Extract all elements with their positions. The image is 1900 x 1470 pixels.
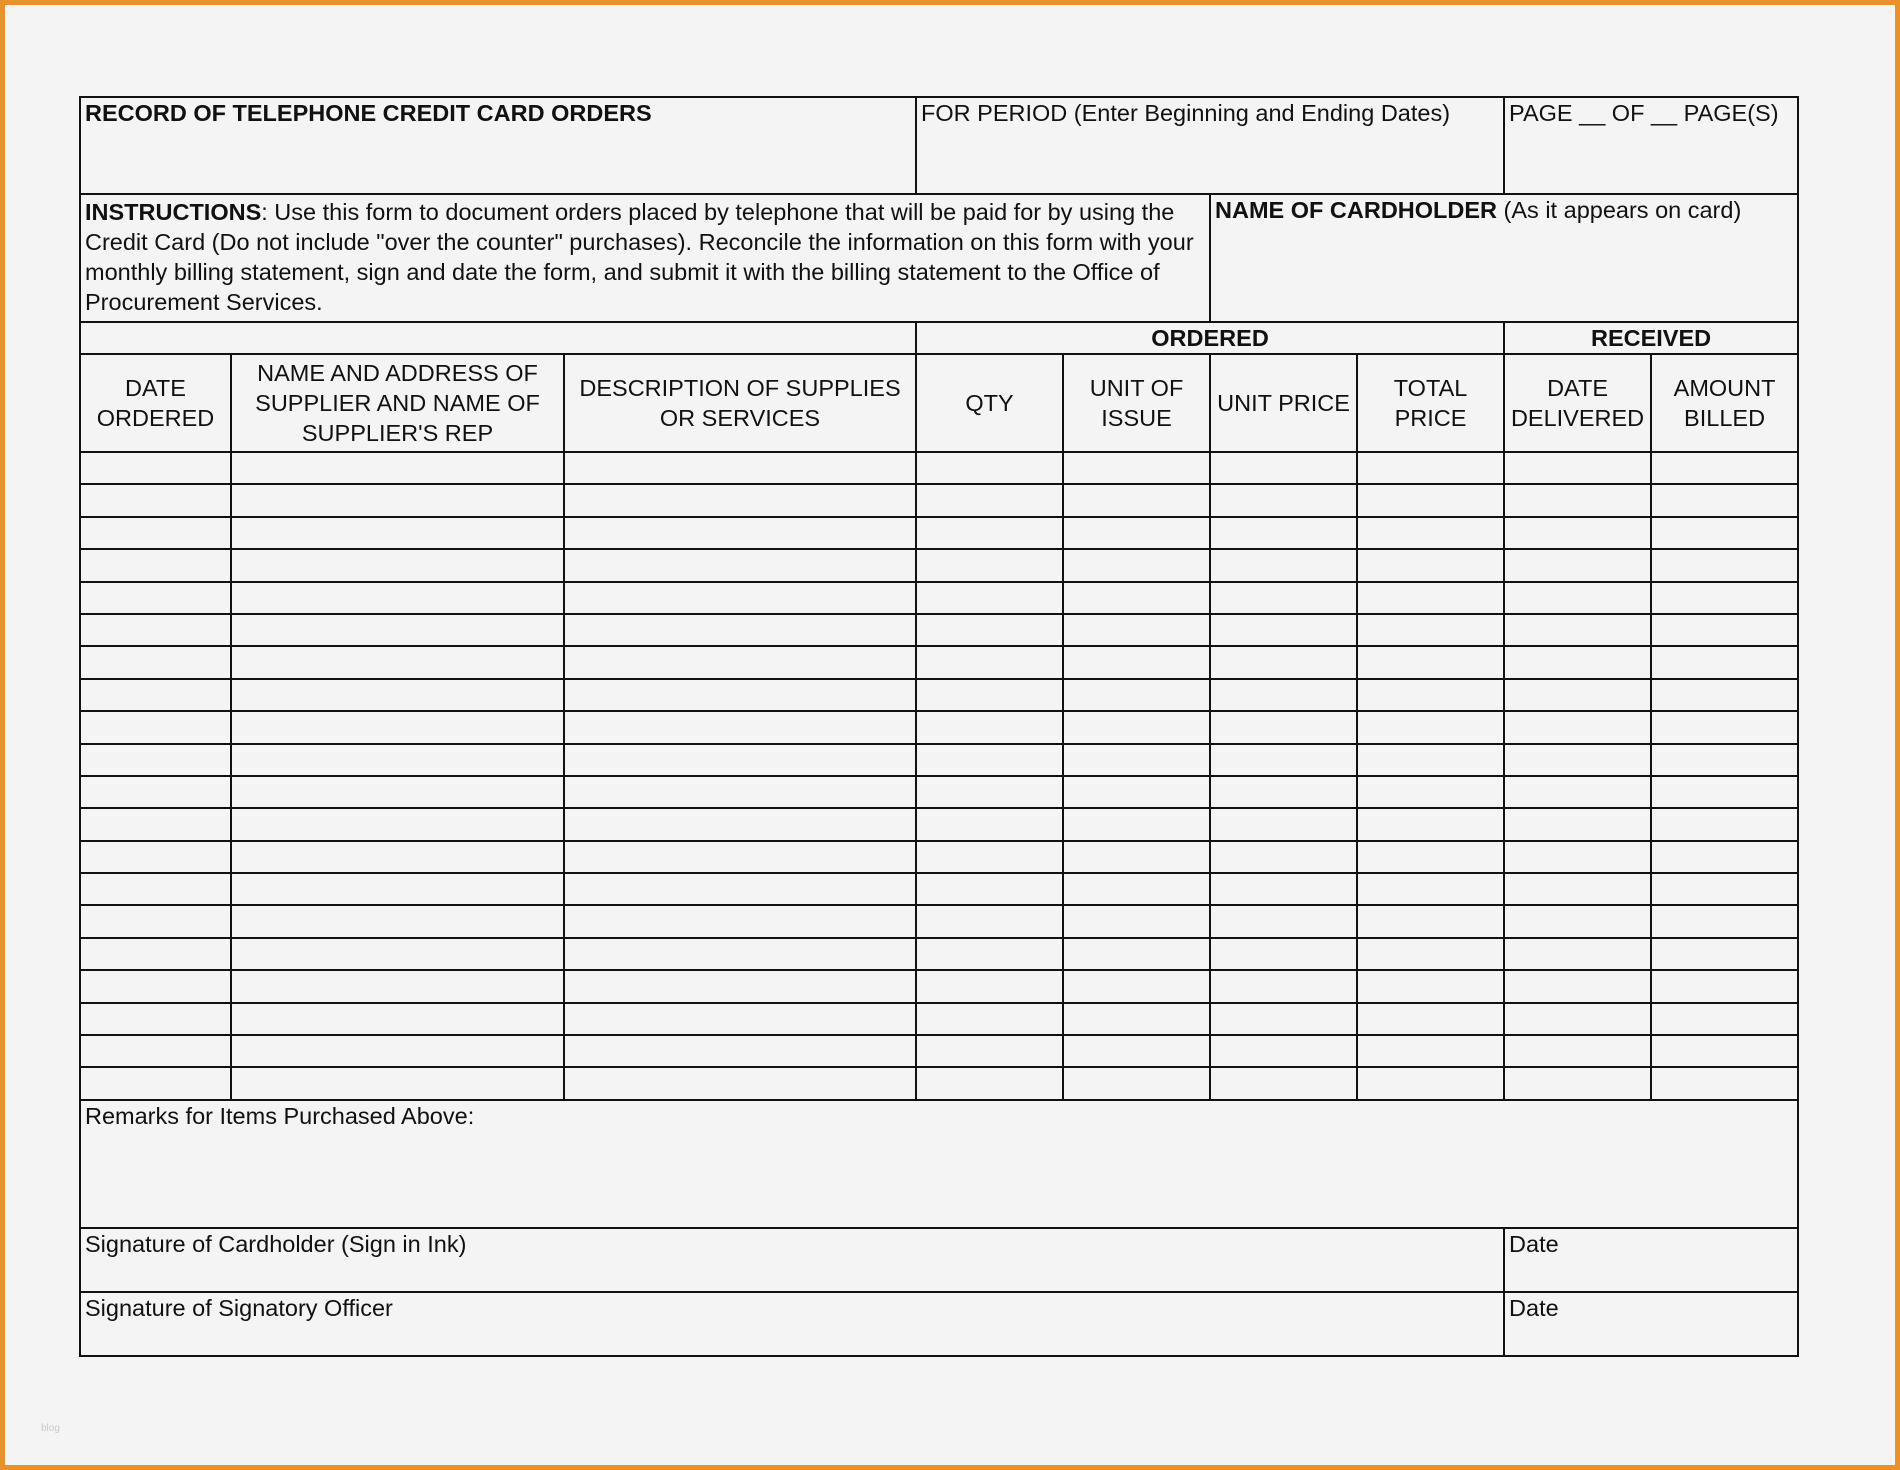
entry-cell[interactable] (1504, 1003, 1651, 1035)
table-row (80, 646, 1798, 678)
entry-cell[interactable] (916, 1035, 1063, 1067)
entry-cell[interactable] (1210, 744, 1357, 776)
entry-cell[interactable] (1063, 1067, 1210, 1099)
entry-cell[interactable] (916, 517, 1063, 549)
entry-cell[interactable] (80, 808, 231, 840)
cardholder-date-label: Date (1509, 1230, 1559, 1257)
entry-cell[interactable] (1063, 905, 1210, 937)
entry-cell[interactable] (1504, 744, 1651, 776)
cardholder-date-field[interactable] (1504, 1228, 1798, 1292)
entry-cell[interactable] (564, 938, 916, 970)
col-header-description: DESCRIPTION OF SUPPLIES OR SERVICES (564, 354, 916, 452)
entry-cell[interactable] (1357, 808, 1504, 840)
entry-cell[interactable] (916, 808, 1063, 840)
entry-cell[interactable] (1504, 776, 1651, 808)
entry-cell[interactable] (1651, 679, 1798, 711)
entry-cell[interactable] (1504, 1035, 1651, 1067)
entry-cell[interactable] (231, 841, 564, 873)
table-row (80, 841, 1798, 873)
entry-cell[interactable] (231, 970, 564, 1002)
entry-cell[interactable] (1357, 711, 1504, 743)
entry-cell[interactable] (231, 776, 564, 808)
entry-cell[interactable] (1651, 549, 1798, 581)
cardholder-signature-label: Signature of Cardholder (Sign in Ink) (85, 1230, 467, 1257)
entry-cell[interactable] (564, 646, 916, 678)
entry-cell[interactable] (1357, 582, 1504, 614)
period-field[interactable] (916, 97, 1504, 194)
entry-cell[interactable] (1651, 776, 1798, 808)
entry-cell[interactable] (916, 679, 1063, 711)
entry-cell[interactable] (231, 873, 564, 905)
entry-cell[interactable] (1063, 841, 1210, 873)
entry-cell[interactable] (231, 1003, 564, 1035)
entry-cell[interactable] (1357, 484, 1504, 516)
entry-cell[interactable] (564, 614, 916, 646)
entry-cell[interactable] (80, 744, 231, 776)
table-row (80, 905, 1798, 937)
entry-cell[interactable] (916, 776, 1063, 808)
entry-cell[interactable] (1651, 970, 1798, 1002)
entry-cell[interactable] (1063, 970, 1210, 1002)
entry-cell[interactable] (80, 646, 231, 678)
entry-cell[interactable] (564, 1003, 916, 1035)
entry-cell[interactable] (916, 841, 1063, 873)
entry-cell[interactable] (1210, 646, 1357, 678)
entry-cell[interactable] (80, 841, 231, 873)
entry-cell[interactable] (1063, 873, 1210, 905)
table-row (80, 679, 1798, 711)
entry-cell[interactable] (80, 679, 231, 711)
order-record-form (79, 96, 1799, 1357)
cardholder-signature-field[interactable] (80, 1228, 1504, 1292)
entry-cell[interactable] (916, 452, 1063, 484)
entry-cell[interactable] (1210, 776, 1357, 808)
entry-cell[interactable] (1063, 679, 1210, 711)
entry-cell[interactable] (916, 1003, 1063, 1035)
page-label: PAGE __ OF __ PAGE(S) (1509, 100, 1779, 126)
col-header-unit-price: UNIT PRICE (1210, 354, 1357, 452)
instructions-text: : Use this form to document orders placed by telephone that will be paid for by using the Credit Card (Do not include "over the counter" purchases). Reconcile the information on this form with your monthly billing statement, sign and date the form, and submit it with the billing statement to the Office of Procurement Services. (85, 199, 1194, 315)
entry-cell[interactable] (231, 614, 564, 646)
entry-cell[interactable] (1210, 711, 1357, 743)
entry-cell[interactable] (1210, 938, 1357, 970)
entry-cell[interactable] (564, 711, 916, 743)
entry-cell[interactable] (231, 582, 564, 614)
entry-cell[interactable] (231, 646, 564, 678)
group-header-ordered: ORDERED (916, 322, 1504, 354)
entry-cell[interactable] (231, 1035, 564, 1067)
entry-cell[interactable] (1063, 549, 1210, 581)
entry-cell[interactable] (1063, 484, 1210, 516)
entry-cell[interactable] (916, 744, 1063, 776)
entry-cell[interactable] (1504, 452, 1651, 484)
entry-cell[interactable] (1357, 970, 1504, 1002)
col-header-amount-billed: AMOUNT BILLED (1651, 354, 1798, 452)
col-header-total-price: TOTAL PRICE (1357, 354, 1504, 452)
entry-cell[interactable] (1357, 873, 1504, 905)
entry-cell[interactable] (1063, 614, 1210, 646)
entry-cell[interactable] (80, 549, 231, 581)
entry-cell[interactable] (916, 711, 1063, 743)
entry-cell[interactable] (564, 582, 916, 614)
cardholder-name-field[interactable] (1210, 194, 1798, 322)
entry-cell[interactable] (80, 1067, 231, 1099)
entry-cell[interactable] (1357, 905, 1504, 937)
table-row (80, 484, 1798, 516)
table-row (80, 517, 1798, 549)
entry-cell[interactable] (80, 1003, 231, 1035)
col-header-date-ordered: DATE ORDERED (80, 354, 231, 452)
entry-cell[interactable] (231, 711, 564, 743)
entry-cell[interactable] (1651, 614, 1798, 646)
entry-cell[interactable] (1210, 1003, 1357, 1035)
officer-signature-field[interactable] (80, 1292, 1504, 1356)
entry-cell[interactable] (1210, 484, 1357, 516)
entry-cell[interactable] (1357, 549, 1504, 581)
entry-cell[interactable] (564, 517, 916, 549)
table-row (80, 873, 1798, 905)
entry-cell[interactable] (1651, 808, 1798, 840)
entry-cell[interactable] (916, 970, 1063, 1002)
entry-cell[interactable] (916, 484, 1063, 516)
entry-cell[interactable] (1504, 970, 1651, 1002)
entry-cell[interactable] (1651, 841, 1798, 873)
entry-cell[interactable] (231, 808, 564, 840)
entry-cell[interactable] (1063, 808, 1210, 840)
entry-cell[interactable] (231, 905, 564, 937)
entry-cell[interactable] (1504, 679, 1651, 711)
entry-cell[interactable] (1357, 841, 1504, 873)
table-row (80, 711, 1798, 743)
table-row (80, 582, 1798, 614)
entry-cell[interactable] (80, 517, 231, 549)
period-label: FOR PERIOD (Enter Beginning and Ending Dates) (921, 100, 1451, 126)
entry-cell[interactable] (80, 582, 231, 614)
entry-cell[interactable] (564, 1035, 916, 1067)
entry-cell[interactable] (1063, 744, 1210, 776)
table-row (80, 452, 1798, 484)
entry-cell[interactable] (564, 905, 916, 937)
entry-cell[interactable] (80, 905, 231, 937)
entry-cell[interactable] (1063, 517, 1210, 549)
entry-cell[interactable] (1651, 646, 1798, 678)
entry-cell[interactable] (80, 452, 231, 484)
entry-cell[interactable] (1504, 938, 1651, 970)
entry-cell[interactable] (916, 582, 1063, 614)
entry-cell[interactable] (564, 549, 916, 581)
entry-cell[interactable] (1063, 1035, 1210, 1067)
entry-cell[interactable] (1504, 841, 1651, 873)
entry-cell[interactable] (564, 808, 916, 840)
entry-cell[interactable] (1504, 614, 1651, 646)
entry-cell[interactable] (1210, 679, 1357, 711)
entry-cell[interactable] (1357, 452, 1504, 484)
entry-cell[interactable] (1357, 776, 1504, 808)
entry-cell[interactable] (1504, 517, 1651, 549)
entry-cell[interactable] (1504, 711, 1651, 743)
group-header-received: RECEIVED (1504, 322, 1798, 354)
entry-cell[interactable] (1651, 1003, 1798, 1035)
entry-cell[interactable] (1651, 744, 1798, 776)
entry-cell[interactable] (1651, 484, 1798, 516)
entry-cell[interactable] (231, 452, 564, 484)
entry-cell[interactable] (916, 873, 1063, 905)
entry-cell[interactable] (1504, 808, 1651, 840)
table-row (80, 970, 1798, 1002)
entry-cell[interactable] (1357, 744, 1504, 776)
entry-cell[interactable] (564, 484, 916, 516)
entry-cell[interactable] (564, 452, 916, 484)
cardholder-hint: (As it appears on card) (1497, 197, 1742, 223)
table-row (80, 549, 1798, 581)
entry-cell[interactable] (1357, 614, 1504, 646)
entry-cell[interactable] (1651, 452, 1798, 484)
table-row (80, 938, 1798, 970)
entry-cell[interactable] (1210, 549, 1357, 581)
entry-cell[interactable] (1210, 1035, 1357, 1067)
entry-cell[interactable] (916, 938, 1063, 970)
entry-cell[interactable] (1210, 517, 1357, 549)
entry-cell[interactable] (1651, 517, 1798, 549)
col-header-date-delivered: DATE DELIVERED (1504, 354, 1651, 452)
entry-cell[interactable] (1063, 776, 1210, 808)
entry-cell[interactable] (1357, 1035, 1504, 1067)
entry-cell[interactable] (1504, 1067, 1651, 1099)
table-row (80, 808, 1798, 840)
entry-cell[interactable] (564, 679, 916, 711)
entry-cell[interactable] (916, 646, 1063, 678)
order-rows (80, 452, 1798, 1100)
entry-cell[interactable] (231, 679, 564, 711)
entry-cell[interactable] (231, 938, 564, 970)
entry-cell[interactable] (1210, 873, 1357, 905)
entry-cell[interactable] (564, 873, 916, 905)
entry-cell[interactable] (231, 744, 564, 776)
entry-cell[interactable] (1357, 1003, 1504, 1035)
entry-cell[interactable] (1357, 646, 1504, 678)
officer-date-field[interactable] (1504, 1292, 1798, 1356)
entry-cell[interactable] (1210, 452, 1357, 484)
entry-cell[interactable] (1504, 873, 1651, 905)
entry-cell[interactable] (80, 938, 231, 970)
table-row (80, 744, 1798, 776)
entry-cell[interactable] (564, 744, 916, 776)
entry-cell[interactable] (1063, 452, 1210, 484)
entry-cell[interactable] (1063, 711, 1210, 743)
table-row (80, 1035, 1798, 1067)
page-number-field[interactable] (1504, 97, 1798, 194)
entry-cell[interactable] (231, 484, 564, 516)
entry-cell[interactable] (1210, 905, 1357, 937)
entry-cell[interactable] (80, 711, 231, 743)
entry-cell[interactable] (1651, 938, 1798, 970)
entry-cell[interactable] (1210, 614, 1357, 646)
entry-cell[interactable] (564, 776, 916, 808)
table-row (80, 776, 1798, 808)
table-row (80, 1067, 1798, 1099)
officer-signature-label: Signature of Signatory Officer (85, 1294, 393, 1321)
entry-cell[interactable] (1504, 646, 1651, 678)
entry-cell[interactable] (80, 1035, 231, 1067)
entry-cell[interactable] (1063, 646, 1210, 678)
entry-cell[interactable] (1063, 938, 1210, 970)
entry-cell[interactable] (80, 614, 231, 646)
entry-cell[interactable] (1063, 1003, 1210, 1035)
entry-cell[interactable] (916, 614, 1063, 646)
entry-cell[interactable] (80, 484, 231, 516)
entry-cell[interactable] (1210, 841, 1357, 873)
form-title: RECORD OF TELEPHONE CREDIT CARD ORDERS (85, 100, 652, 126)
entry-cell[interactable] (564, 841, 916, 873)
entry-cell[interactable] (1210, 808, 1357, 840)
group-header-blank (80, 322, 916, 354)
entry-cell[interactable] (564, 970, 916, 1002)
entry-cell[interactable] (1651, 582, 1798, 614)
watermark: blog (41, 1423, 60, 1434)
entry-cell[interactable] (80, 970, 231, 1002)
remarks-field[interactable] (80, 1100, 1798, 1228)
entry-cell[interactable] (1357, 517, 1504, 549)
entry-cell[interactable] (231, 517, 564, 549)
entry-cell[interactable] (1504, 484, 1651, 516)
cardholder-label: NAME OF CARDHOLDER (1215, 197, 1498, 223)
entry-cell[interactable] (1651, 711, 1798, 743)
entry-cell[interactable] (916, 1067, 1063, 1099)
officer-date-label: Date (1509, 1294, 1559, 1321)
remarks-label: Remarks for Items Purchased Above: (85, 1102, 475, 1129)
entry-cell[interactable] (231, 549, 564, 581)
col-header-unit-of-issue: UNIT OF ISSUE (1063, 354, 1210, 452)
entry-cell[interactable] (1210, 1067, 1357, 1099)
entry-cell[interactable] (1210, 582, 1357, 614)
instructions-cell (80, 194, 1210, 322)
entry-cell[interactable] (916, 905, 1063, 937)
col-header-supplier: NAME AND ADDRESS OF SUPPLIER AND NAME OF SUPPLIER'S REP (231, 354, 564, 452)
entry-cell[interactable] (1357, 1067, 1504, 1099)
entry-cell[interactable] (1357, 938, 1504, 970)
table-row (80, 614, 1798, 646)
entry-cell[interactable] (916, 549, 1063, 581)
col-header-qty: QTY (916, 354, 1063, 452)
entry-cell[interactable] (1651, 1035, 1798, 1067)
entry-cell[interactable] (80, 873, 231, 905)
entry-cell[interactable] (80, 776, 231, 808)
instructions-label: INSTRUCTIONS (85, 199, 262, 225)
form-title-cell (80, 97, 916, 194)
entry-cell[interactable] (1651, 1067, 1798, 1099)
table-row (80, 1003, 1798, 1035)
entry-cell[interactable] (564, 1067, 916, 1099)
entry-cell[interactable] (231, 1067, 564, 1099)
entry-cell[interactable] (1063, 582, 1210, 614)
entry-cell[interactable] (1651, 873, 1798, 905)
entry-cell[interactable] (1210, 970, 1357, 1002)
entry-cell[interactable] (1504, 905, 1651, 937)
entry-cell[interactable] (1504, 549, 1651, 581)
entry-cell[interactable] (1651, 905, 1798, 937)
entry-cell[interactable] (1357, 679, 1504, 711)
entry-cell[interactable] (1504, 582, 1651, 614)
